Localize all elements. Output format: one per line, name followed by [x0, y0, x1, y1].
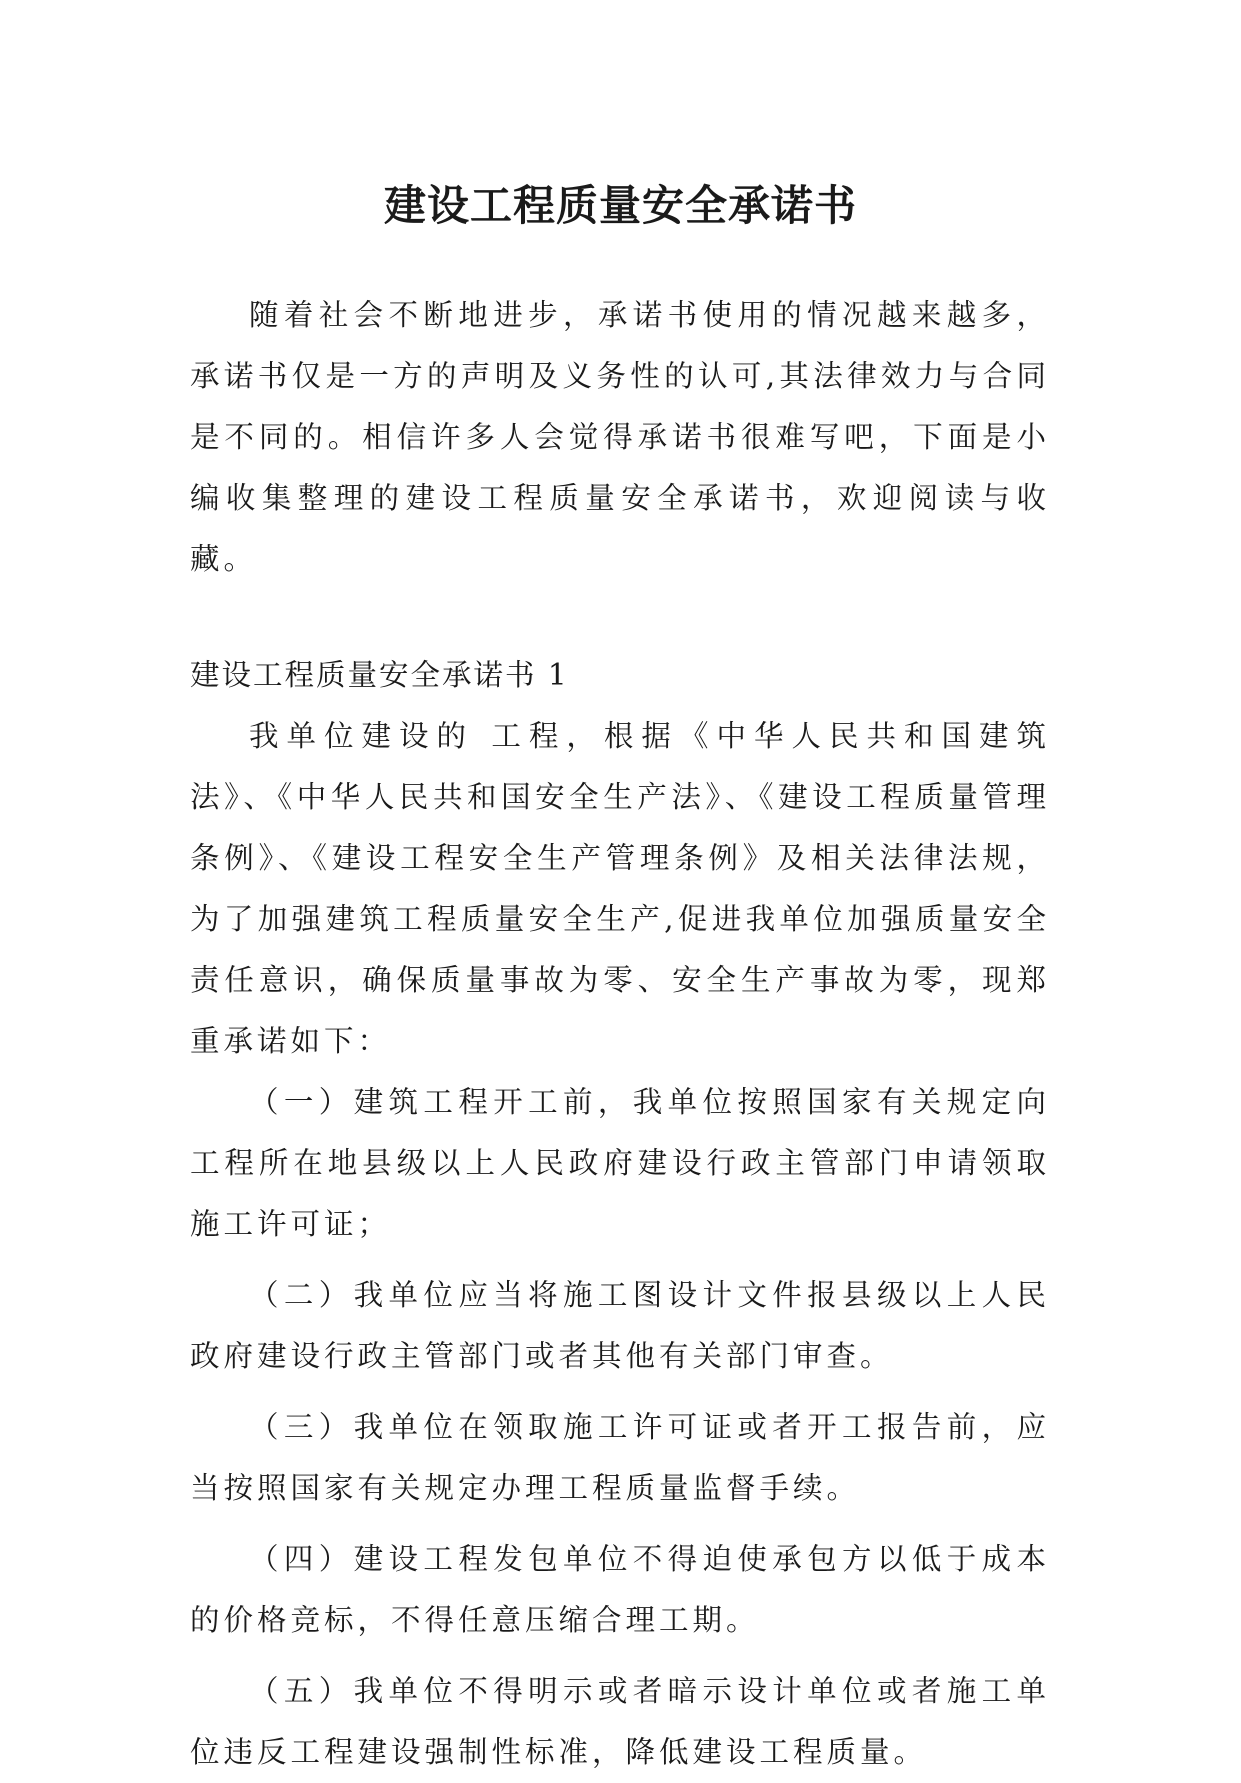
commitment-item-3: （三）我单位在领取施工许可证或者开工报告前，应当按照国家有关规定办理工程质量监督手续。 — [190, 1410, 1050, 1505]
commitment-item-1: （一）建筑工程开工前，我单位按照国家有关规定向工程所在地县级以上人民政府建设行政主管部门申请领取施工许可证； — [190, 1085, 1050, 1241]
document-title: 建设工程质量安全承诺书 — [383, 181, 857, 231]
document-body — [190, 285, 1050, 1783]
opening-paragraph: 我单位建设的 工程，根据《中华人民共和国建筑法》、《中华人民共和国安全生产法》、《建设工程质量管理条例》、《建设工程安全生产管理条例》及相关法律法规，为了加强建筑工程质量安全生产,促进我单位加强质量安全责任意识，确保质量事故为零、安全生产事故为零，现郑重承诺如下： — [190, 719, 1050, 1058]
commitment-item-4: （四）建设工程发包单位不得迫使承包方以低于成本的价格竞标，不得任意压缩合理工期。 — [190, 1542, 1050, 1637]
commitment-item-2: （二）我单位应当将施工图设计文件报县级以上人民政府建设行政主管部门或者其他有关部门审查。 — [190, 1278, 1050, 1373]
section-heading: 建设工程质量安全承诺书 1 — [190, 658, 569, 692]
intro-paragraph: 随着社会不断地进步，承诺书使用的情况越来越多，承诺书仅是一方的声明及义务性的认可,其法律效力与合同是不同的。相信许多人会觉得承诺书很难写吧，下面是小编收集整理的建设工程质量安全承诺书，欢迎阅读与收藏。 — [190, 298, 1050, 576]
commitment-item-5: （五）我单位不得明示或者暗示设计单位或者施工单位违反工程建设强制性标准，降低建设工程质量。 — [190, 1674, 1050, 1769]
